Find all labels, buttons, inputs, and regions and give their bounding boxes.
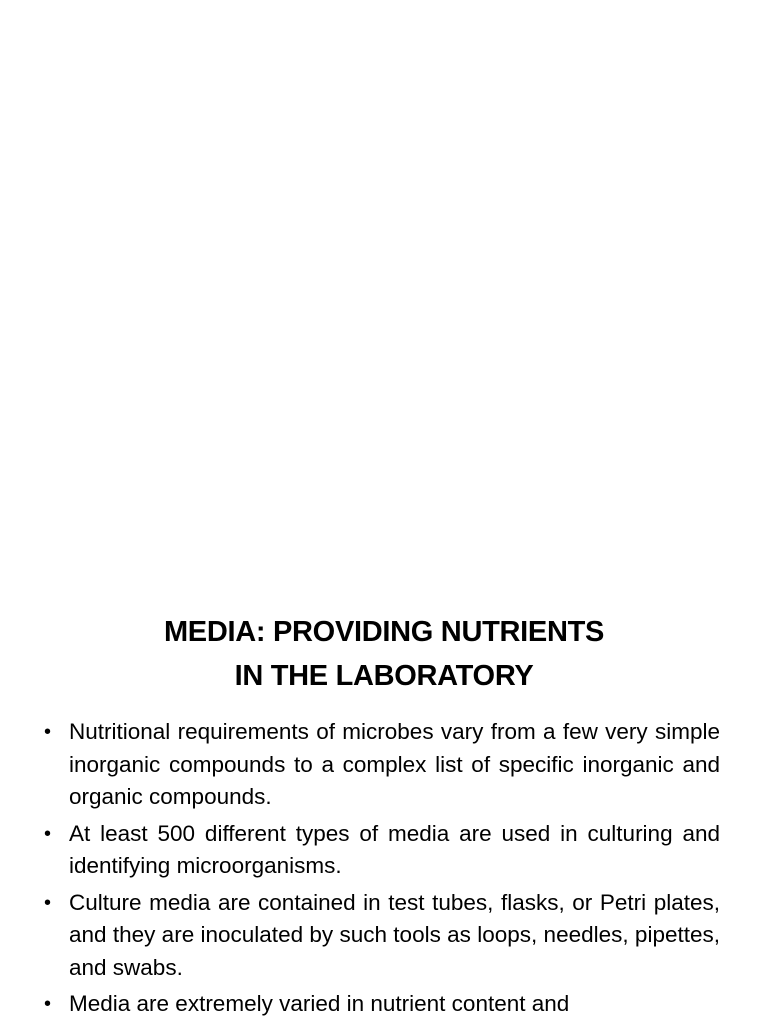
bullet-item	[44, 887, 720, 985]
bullet-text: Media are extremely varied in nutrient content and	[69, 991, 570, 1016]
bullet-icon: •	[44, 721, 52, 743]
bullet-item	[44, 988, 720, 1021]
bullet-text: Culture media are contained in test tubes, flasks, or Petri plates, and they are inoculated by such tools as loops, needles, pipettes, and swabs.	[69, 889, 720, 980]
bullet-icon: •	[44, 822, 52, 845]
bullet-text: At least 500 different types of media are used in culturing and identifying microorganisms.	[69, 820, 720, 878]
bullet-item	[44, 716, 720, 814]
title-line-2: IN THE LABORATORY	[234, 660, 534, 692]
bullet-item	[44, 818, 720, 883]
slide-title	[40, 610, 728, 698]
bullet-list	[44, 716, 720, 1024]
bullet-icon: •	[44, 993, 52, 1015]
bullet-text: Nutritional requirements of microbes vary from a few very simple inorganic compounds to a complex list of specific inorganic and organic compounds.	[69, 719, 720, 809]
title-line-1: MEDIA: PROVIDING NUTRIENTS	[163, 616, 605, 648]
bullet-icon: •	[44, 891, 52, 914]
